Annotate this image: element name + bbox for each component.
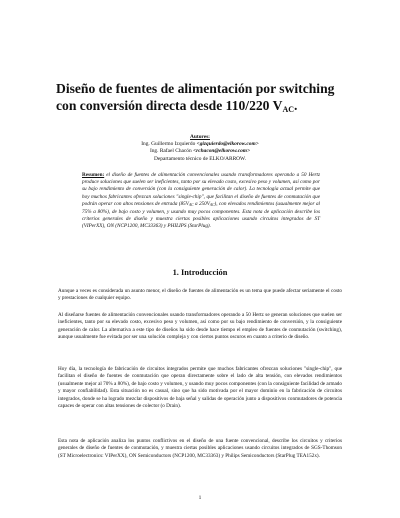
author-1-name: Ing. Guillermo Izquierdo bbox=[141, 141, 196, 148]
author-2 bbox=[0, 148, 400, 155]
paragraph-1: Aunque a veces es considerada un asunto menor, el diseño de fuentes de alimentación es un tema que puede afectar seriamente el costo y prestaciones de cualquier equipo. bbox=[58, 288, 342, 302]
abstract-label: Resumen: bbox=[82, 172, 105, 178]
document-title bbox=[56, 80, 356, 118]
title-main: Diseño de fuentes de alimentación por switching con conversión directa desde 110/220 V bbox=[56, 81, 335, 113]
paragraph-3: Hoy día, la tecnología de fabricación de circuitos integrados permite que muchos fabricantes ofrezcan soluciones "single-chip", que facilitan el diseño de fuentes de conmutación que operan directamente sobre el lado de alta tensión, con elevados rendimientos (usualmente mejor al 70% a 80%), de bajo costo y volumen, y usando muy pocos componentes (con la consiguiente facilidad de armado y mayor confiabilidad). Esta situación no es casual, sino que ha sido motivada por el mayor dominio en la fabricación de circuitos integrados, donde se ha logrado mezclar dispositivos de baja señal y salidas de operación junto a dispositivos conmutadores de potencia capaces de operar con altas tensiones de colector (o Drain). bbox=[58, 366, 342, 410]
title-end: . bbox=[294, 98, 298, 113]
author-2-email[interactable]: <rchacon@elkorow.com> bbox=[193, 148, 251, 155]
authors-heading: Autores: bbox=[190, 134, 210, 140]
author-department: Departamento técnico de ELKO/ARROW. bbox=[153, 155, 246, 162]
abstract-text-2: a 250V bbox=[193, 200, 210, 207]
author-1-email[interactable]: <gizquierdo@elkorow.com> bbox=[196, 141, 259, 148]
abstract-sub-2: AC bbox=[209, 202, 215, 207]
paragraph-2: Al diseñarse fuentes de alimentación convencionales usando transformadores operando a 50 Hertz se generan soluciones que suelen ser ineficientes, tanto por su elevado costo, excesivo peso y volumen, así como por su bajo rendimiento de conversión, y la consiguiente generación de calor. La alternativa a este tipo de diseños ha sido desde hace tiempo el empleo de fuentes de conmutación (switching), aunque usualmente fue evitada por ser una solución compleja y con ciertos puntos oscuros en cuanto a criterio de diseño. bbox=[58, 312, 342, 341]
abstract bbox=[82, 172, 320, 231]
abstract-text-3: ), con elevados rendimientos (usualmente mejor al 75% a 80%), de bajo costo y volumen, y usando muy pocos componentes. Esta nota de aplicación describe los criterios generales de diseño y muestra ciertas posibles aplicaciones usando circuitos integrados de ST (VIPerXX), ON (NCP1200, MC33363) y PHILIPS (StarPlug). bbox=[82, 200, 320, 230]
author-2-name: Ing. Rafael Chacón bbox=[149, 148, 192, 155]
abstract-sub-1: AC bbox=[188, 202, 194, 207]
title-subscript: AC bbox=[282, 105, 294, 114]
section-title: 1. Introducción bbox=[172, 268, 228, 277]
authors-block bbox=[0, 134, 400, 163]
page-number: 1 bbox=[198, 495, 202, 501]
abstract-text-1: el diseño de fuentes de alimentación convencionales usando transformadores operando a 50 Hertz produce soluciones que suelen ser ineficientes, tanto por su elevado costo, excesivo peso y volumen, así como por su bajo rendimiento de conversión (con la consiguiente generación de calor). La tecnología actual permite que hoy muchos fabricantes ofrezcan soluciones "single-chip", que facilitan el diseño de fuentes de conmutación que podrán operar con altos tensiones de entrada (85V bbox=[82, 172, 320, 207]
paragraph-4: Esta nota de aplicación analiza los puntos conflictivos en el diseño de una fuente convencional, describe los circuitos y criterios generales de diseño de fuentes de conmutación, y muestra ciertas posibles aplicaciones usando circuitos integrados de SGS-Thomson (ST Microelectronics: VIPerXX), ON Semiconductors (NCP1200, MC33363) y Philips Semiconductors (StarPlug TEA152x). bbox=[58, 438, 342, 459]
